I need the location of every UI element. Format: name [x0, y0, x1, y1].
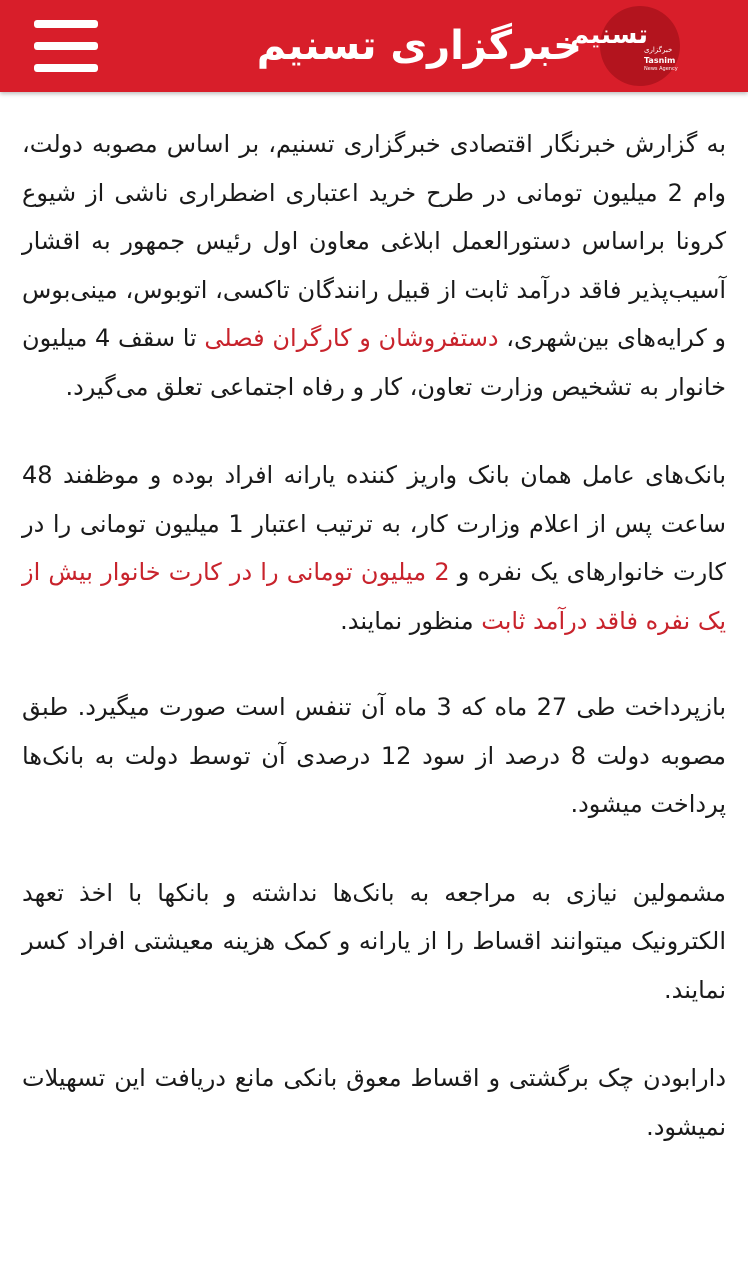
paragraph-text: تا سقف 4 میلیون خانوار به تشخیص وزارت تعاون، کار و رفاه اجتماعی تعلق می‌گیرد. [22, 324, 726, 401]
tasnim-logo-icon[interactable] [570, 6, 680, 86]
menu-line [34, 64, 98, 72]
menu-line [34, 20, 98, 28]
brand-name[interactable]: خبرگزاری تسنیم [256, 23, 582, 69]
article-paragraph-4: مشمولین نیازی به مراجعه به بانک‌ها نداشته و بانکها با اخذ تعهد الکترونیک میتوانند اقساط را از یارانه و کمک هزینه معیشتی افراد کسر نمایند. [22, 878, 726, 1004]
article-paragraph-2 [22, 451, 726, 645]
inline-link-two-million[interactable]: 2 میلیون تومانی را در کارت خانوار بیش از یک نفره فاقد درآمد ثابت [22, 558, 726, 635]
logo-mark: تسنیم [570, 20, 648, 50]
top-app-bar [0, 0, 748, 92]
logo-small-fa: خبرگزاری [644, 46, 673, 54]
paragraph-text: منظور نمایند. [340, 606, 482, 635]
article-paragraph-3: بازپرداخت طی 27 ماه که 3 ماه آن تنفس است صورت میگیرد. طبق مصوبه دولت 8 درصد از سود 12 درصدی آن توسط دولت به بانک‌ها پرداخت میشود. [22, 693, 727, 818]
paragraph-text: به گزارش خبرنگار اقتصادی خبرگزاری تسنیم، بر اساس مصوبه دولت، وام 2 میلیون تومانی در طرح خرید اعتباری اضطراری ناشی از شیوع کرونا براساس دستورالعمل ابلاغی معاون اول رئیس جمهور به اقشار آسیب‌پذیر فاقد درآمد ثابت از قبیل رانندگان تاکسی، اتوبوس، مینی‌بوس و کرایه‌های بین‌شهری، [22, 130, 727, 352]
article-paragraph-5: دارابودن چک برگشتی و اقساط معوق بانکی مانع دریافت این تسهیلات نمیشود. [22, 1064, 726, 1141]
article-body [22, 120, 726, 1191]
inline-link-street-vendors[interactable]: دستفروشان و کارگران فصلی [204, 324, 499, 352]
paragraph-text: بانک‌های عامل همان بانک واریز کننده یارانه افراد بوده و موظفند 48 ساعت پس از اعلام وزارت کار، به ترتیب اعتبار 1 میلیون تومانی را در کارت خانوارهای یک نفره و [22, 461, 726, 586]
hamburger-menu-icon[interactable] [34, 18, 98, 74]
menu-line [34, 42, 98, 50]
article-paragraph-1 [22, 120, 726, 411]
logo-small-en-sub: News Agency [644, 66, 678, 72]
logo-small-en: Tasnim [644, 56, 676, 65]
